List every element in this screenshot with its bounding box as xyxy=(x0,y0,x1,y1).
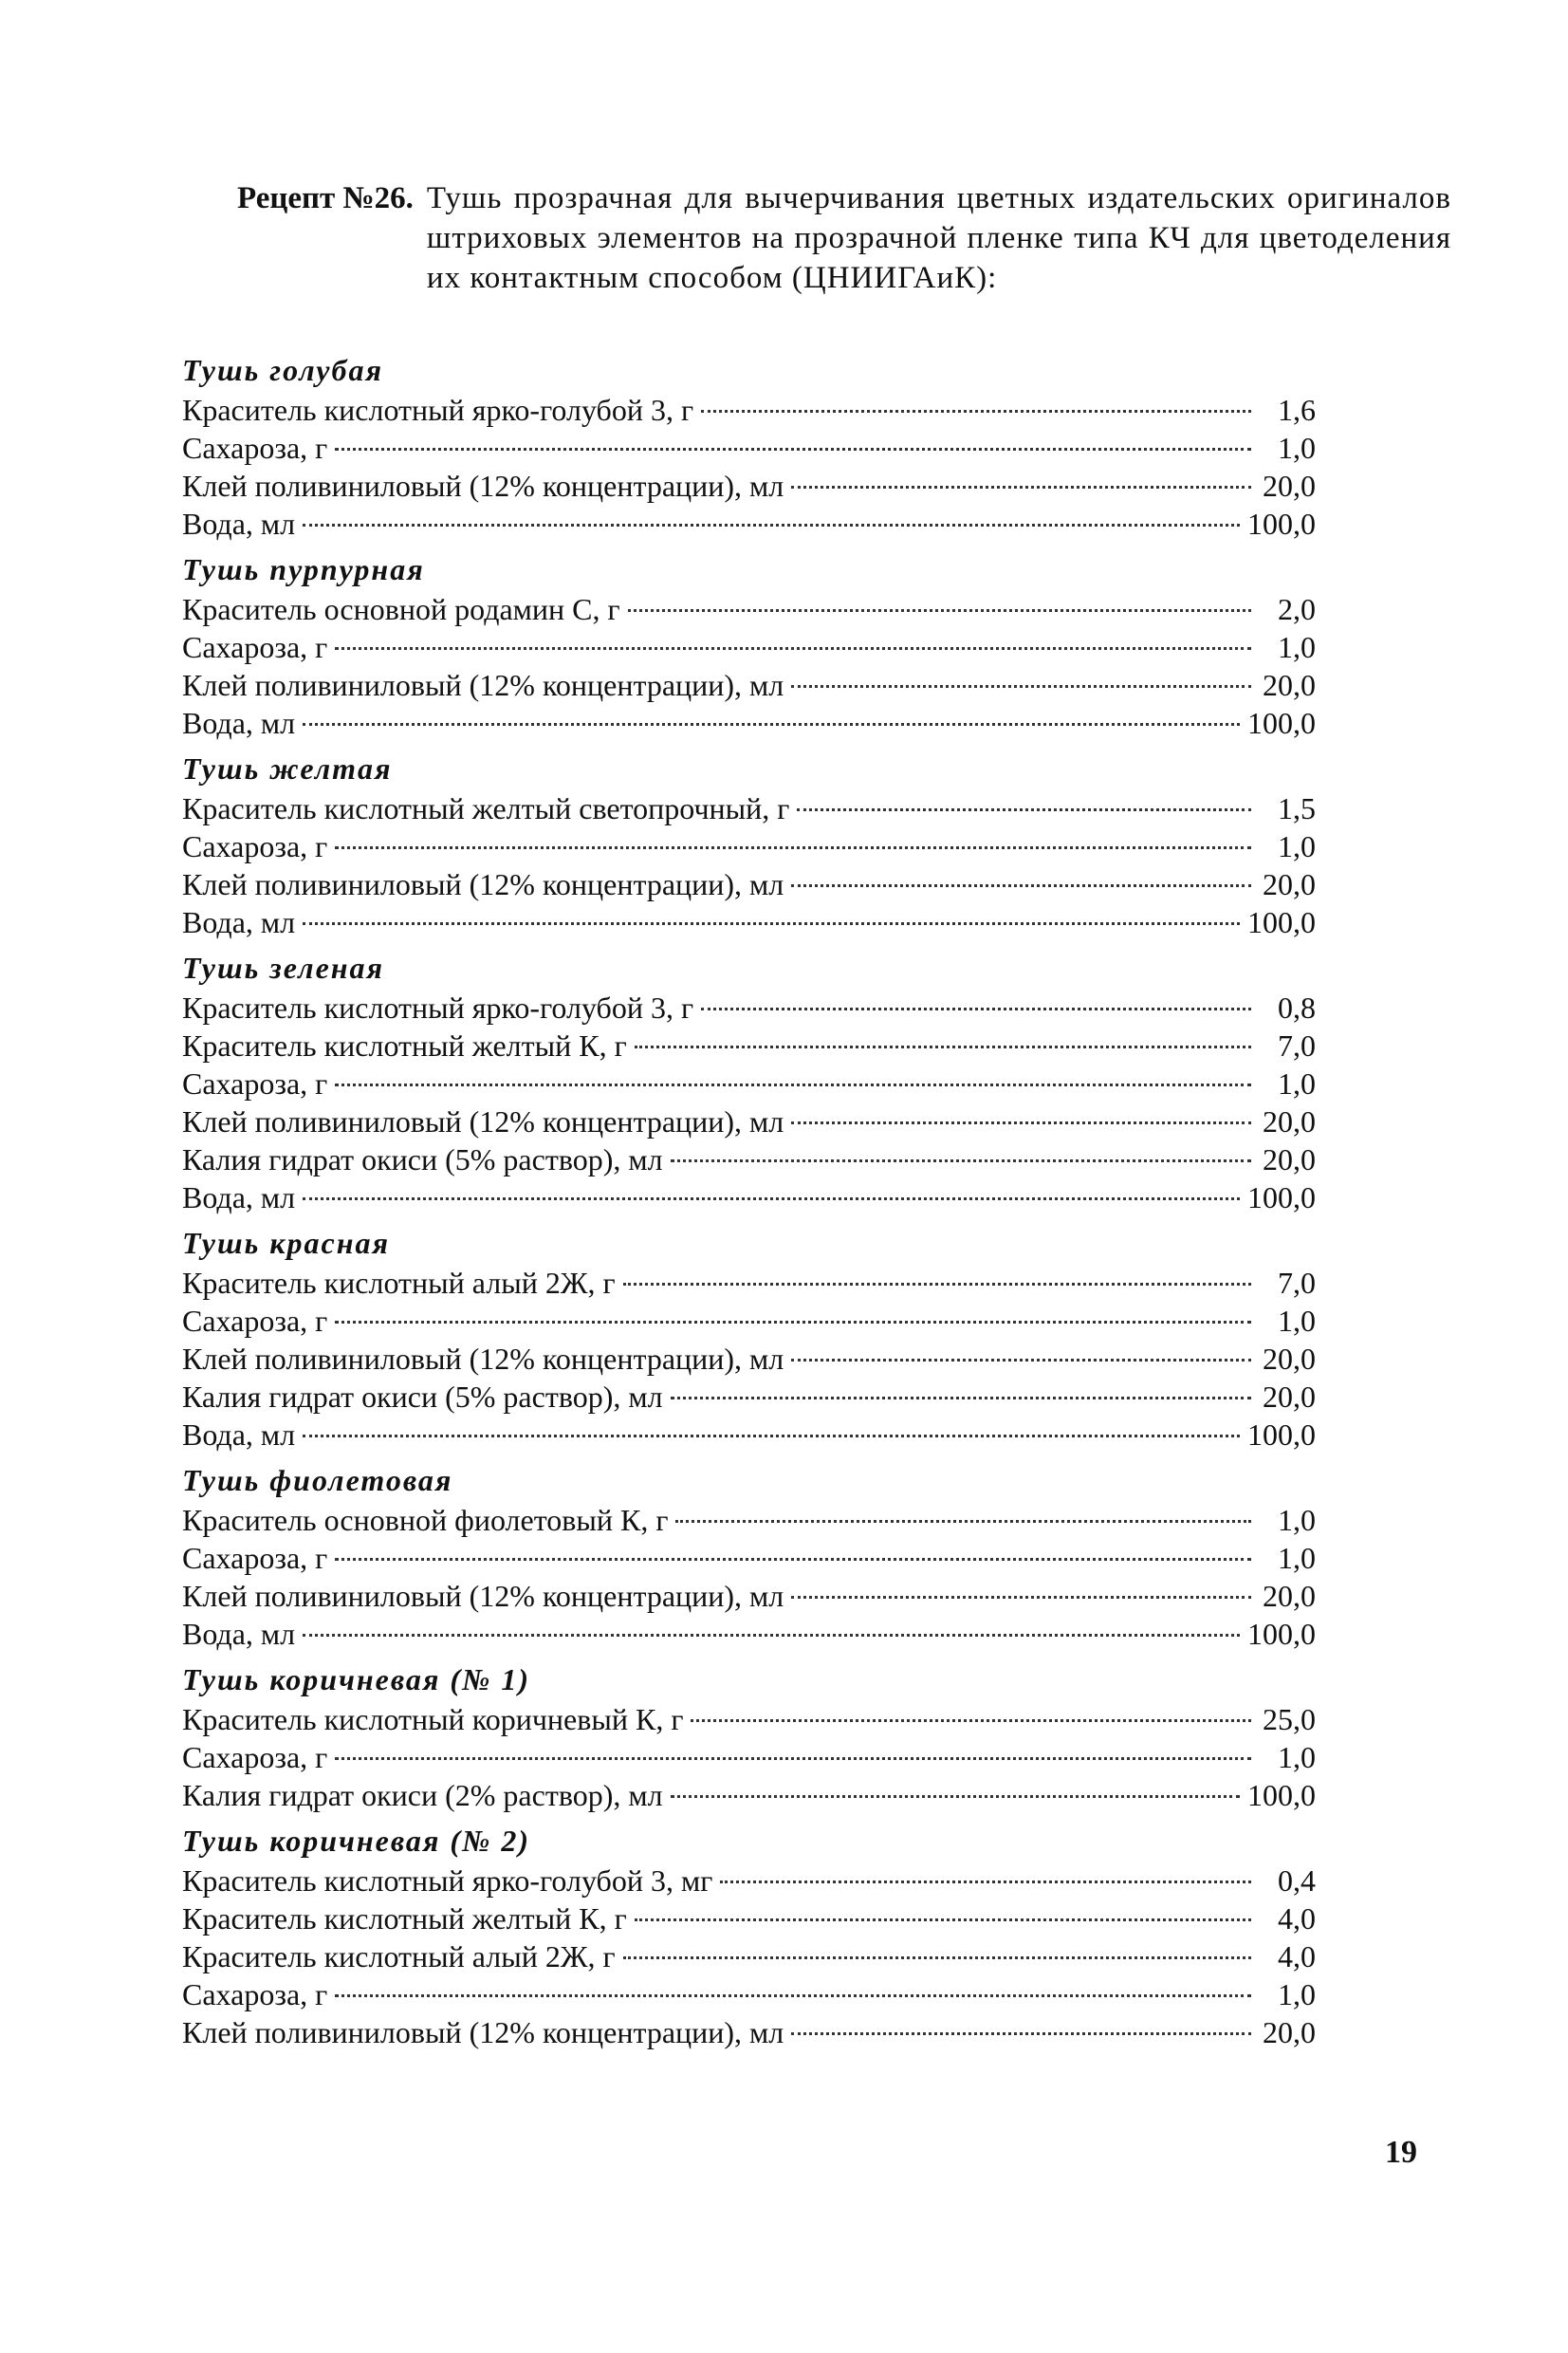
ingredient-amount: 1,0 xyxy=(1278,1977,1316,2011)
ingredient-name: Вода, мл xyxy=(182,1180,296,1214)
ingredient-amount: 20,0 xyxy=(1263,668,1316,702)
ingredient-name: Вода, мл xyxy=(182,507,296,541)
ingredient-row xyxy=(182,1340,1316,1378)
ingredient-row xyxy=(182,1102,1316,1140)
ingredient-name: Сахароза, г xyxy=(182,1066,328,1101)
ingredient-name: Краситель кислотный ярко-голубой 3, г xyxy=(182,393,694,427)
section-title: Тушь коричневая (№ 1) xyxy=(182,1662,530,1696)
ingredient-row xyxy=(182,903,1316,941)
ingredient-name: Калия гидрат окиси (5% раствор), мл xyxy=(182,1142,663,1176)
ingredient-name: Краситель основной фиолетовый К, г xyxy=(182,1503,669,1537)
recipe-number: Рецепт №26. xyxy=(237,181,414,215)
ingredient-row xyxy=(182,1615,1316,1653)
ingredient-row xyxy=(182,429,1316,467)
dot-leader xyxy=(335,647,1251,650)
ingredient-row xyxy=(182,1065,1316,1102)
ingredient-amount: 1,0 xyxy=(1278,1740,1316,1774)
ingredient-name: Краситель основной родамин С, г xyxy=(182,592,620,626)
ingredient-row xyxy=(182,590,1316,628)
recipe-title: Тушь прозрачная для вычерчивания цветных издательских оригиналов штриховых элементов на прозрачной пленке типа КЧ для цветоделения их контактным способом (ЦНИИГАиК): xyxy=(426,181,1451,295)
dot-leader xyxy=(671,1397,1251,1399)
ingredient-amount: 100,0 xyxy=(1247,507,1316,541)
ingredient-name: Краситель кислотный желтый светопрочный, г xyxy=(182,791,790,825)
ingredient-amount: 100,0 xyxy=(1247,706,1316,740)
dot-leader xyxy=(303,524,1240,527)
section-title: Тушь фиолетовая xyxy=(182,1463,453,1497)
ingredient-amount: 20,0 xyxy=(1263,1579,1316,1613)
dot-leader xyxy=(335,1757,1251,1760)
ingredient-name: Вода, мл xyxy=(182,905,296,939)
ingredient-name: Сахароза, г xyxy=(182,1740,328,1774)
dot-leader xyxy=(635,1918,1251,1921)
dot-leader xyxy=(691,1719,1251,1722)
ingredient-amount: 20,0 xyxy=(1263,1104,1316,1139)
ingredient-amount: 100,0 xyxy=(1247,1180,1316,1214)
ingredient-row xyxy=(182,1899,1316,1937)
dot-leader xyxy=(701,1008,1251,1010)
dot-leader xyxy=(791,685,1251,688)
ingredient-row xyxy=(182,1302,1316,1340)
ingredient-amount: 20,0 xyxy=(1263,1342,1316,1376)
ingredient-name: Клей поливиниловый (12% концентрации), мл xyxy=(182,2015,784,2049)
ingredient-name: Клей поливиниловый (12% концентрации), мл xyxy=(182,1342,784,1376)
ingredient-name: Краситель кислотный алый 2Ж, г xyxy=(182,1939,616,1973)
section-title: Тушь голубая xyxy=(182,353,383,387)
dot-leader xyxy=(797,808,1251,811)
ingredient-row xyxy=(182,1501,1316,1539)
ingredient-name: Сахароза, г xyxy=(182,1304,328,1338)
ingredient-row xyxy=(182,1738,1316,1776)
ingredient-amount: 1,0 xyxy=(1278,829,1316,863)
section-title: Тушь красная xyxy=(182,1226,390,1260)
dot-leader xyxy=(671,1159,1251,1162)
ingredient-amount: 4,0 xyxy=(1278,1901,1316,1936)
ingredient-amount: 1,0 xyxy=(1278,1503,1316,1537)
ingredient-name: Клей поливиниловый (12% концентрации), мл xyxy=(182,1104,784,1139)
ingredient-amount: 1,0 xyxy=(1278,630,1316,664)
ingredient-name: Калия гидрат окиси (2% раствор), мл xyxy=(182,1778,663,1812)
dot-leader xyxy=(791,1121,1251,1124)
ingredient-row xyxy=(182,1937,1316,1975)
ingredient-name: Клей поливиниловый (12% концентрации), мл xyxy=(182,1579,784,1613)
ingredient-amount: 4,0 xyxy=(1278,1939,1316,1973)
ingredient-row xyxy=(182,1776,1316,1814)
ingredient-amount: 1,0 xyxy=(1278,431,1316,465)
ingredient-row xyxy=(182,628,1316,666)
ingredient-amount: 100,0 xyxy=(1247,1617,1316,1651)
ingredient-name: Калия гидрат окиси (5% раствор), мл xyxy=(182,1380,663,1414)
dot-leader xyxy=(303,1634,1240,1637)
ingredient-amount: 0,8 xyxy=(1278,991,1316,1025)
dot-leader xyxy=(303,922,1240,925)
ingredient-name: Вода, мл xyxy=(182,1417,296,1452)
ingredient-row xyxy=(182,666,1316,704)
ingredient-name: Сахароза, г xyxy=(182,1977,328,2011)
dot-leader xyxy=(623,1956,1251,1959)
ingredient-name: Краситель кислотный ярко-голубой 3, г xyxy=(182,991,694,1025)
ingredient-amount: 0,4 xyxy=(1278,1863,1316,1898)
dot-leader xyxy=(791,2032,1251,2035)
ingredient-amount: 25,0 xyxy=(1263,1702,1316,1736)
dot-leader xyxy=(791,884,1251,887)
ingredient-row xyxy=(182,391,1316,429)
ingredient-row xyxy=(182,989,1316,1027)
dot-leader xyxy=(335,846,1251,849)
ingredient-row xyxy=(182,2013,1316,2051)
dot-leader xyxy=(303,1197,1240,1200)
ingredient-name: Сахароза, г xyxy=(182,1541,328,1575)
ingredient-name: Краситель кислотный желтый К, г xyxy=(182,1028,627,1063)
dot-leader xyxy=(628,609,1251,612)
dot-leader xyxy=(335,1558,1251,1561)
dot-leader xyxy=(791,486,1251,489)
ingredient-amount: 20,0 xyxy=(1263,469,1316,503)
ingredient-amount: 1,0 xyxy=(1278,1304,1316,1338)
dot-leader xyxy=(335,448,1251,451)
ingredient-row xyxy=(182,1027,1316,1065)
dot-leader xyxy=(335,1321,1251,1324)
dot-leader xyxy=(635,1046,1251,1048)
ingredient-amount: 7,0 xyxy=(1278,1266,1316,1300)
ingredient-row xyxy=(182,1178,1316,1216)
ingredient-amount: 20,0 xyxy=(1263,2015,1316,2049)
ingredient-name: Краситель кислотный коричневый К, г xyxy=(182,1702,684,1736)
ingredient-amount: 1,5 xyxy=(1278,791,1316,825)
ingredient-row xyxy=(182,1577,1316,1615)
ingredient-row xyxy=(182,1700,1316,1738)
ingredient-amount: 20,0 xyxy=(1263,867,1316,901)
dot-leader xyxy=(335,1084,1251,1086)
dot-leader xyxy=(623,1283,1251,1286)
ingredient-row xyxy=(182,789,1316,827)
ingredient-row xyxy=(182,1264,1316,1302)
ingredient-name: Краситель кислотный желтый К, г xyxy=(182,1901,627,1936)
ingredient-row xyxy=(182,1140,1316,1178)
dot-leader xyxy=(720,1881,1251,1883)
ingredient-row xyxy=(182,704,1316,742)
ingredient-name: Вода, мл xyxy=(182,706,296,740)
section-title: Тушь желтая xyxy=(182,751,393,786)
dot-leader xyxy=(791,1596,1251,1599)
section-title: Тушь коричневая (№ 2) xyxy=(182,1824,530,1858)
ingredient-name: Краситель кислотный ярко-голубой 3, мг xyxy=(182,1863,713,1898)
page-number: 19 xyxy=(1385,2135,1417,2170)
ingredient-name: Вода, мл xyxy=(182,1617,296,1651)
ingredient-row xyxy=(182,1378,1316,1416)
ingredient-amount: 1,6 xyxy=(1278,393,1316,427)
ingredient-name: Клей поливиниловый (12% концентрации), мл xyxy=(182,469,784,503)
ingredient-amount: 100,0 xyxy=(1247,1778,1316,1812)
dot-leader xyxy=(303,723,1240,726)
ingredient-amount: 20,0 xyxy=(1263,1380,1316,1414)
ingredient-sections xyxy=(182,343,1316,2051)
ingredient-row xyxy=(182,1539,1316,1577)
ingredient-row xyxy=(182,827,1316,865)
ingredient-name: Сахароза, г xyxy=(182,829,328,863)
ingredient-row xyxy=(182,1975,1316,2013)
ingredient-amount: 20,0 xyxy=(1263,1142,1316,1176)
ingredient-amount: 7,0 xyxy=(1278,1028,1316,1063)
recipe-header xyxy=(237,178,1451,298)
ingredient-amount: 1,0 xyxy=(1278,1541,1316,1575)
ingredient-row xyxy=(182,1416,1316,1454)
ingredient-amount: 100,0 xyxy=(1247,1417,1316,1452)
section-title: Тушь зеленая xyxy=(182,951,385,985)
dot-leader xyxy=(303,1435,1240,1437)
ingredient-name: Краситель кислотный алый 2Ж, г xyxy=(182,1266,616,1300)
ingredient-amount: 2,0 xyxy=(1278,592,1316,626)
dot-leader xyxy=(701,410,1251,413)
ingredient-amount: 100,0 xyxy=(1247,905,1316,939)
dot-leader xyxy=(335,1994,1251,1997)
dot-leader xyxy=(791,1359,1251,1362)
dot-leader xyxy=(671,1795,1240,1798)
ingredient-name: Клей поливиниловый (12% концентрации), мл xyxy=(182,867,784,901)
ingredient-row xyxy=(182,865,1316,903)
ingredient-amount: 1,0 xyxy=(1278,1066,1316,1101)
ingredient-row xyxy=(182,505,1316,543)
ingredient-name: Клей поливиниловый (12% концентрации), мл xyxy=(182,668,784,702)
ingredient-row xyxy=(182,1862,1316,1899)
ingredient-row xyxy=(182,467,1316,505)
section-title: Тушь пурпурная xyxy=(182,552,425,586)
ingredient-name: Сахароза, г xyxy=(182,630,328,664)
ingredient-name: Сахароза, г xyxy=(182,431,328,465)
dot-leader xyxy=(675,1520,1251,1523)
